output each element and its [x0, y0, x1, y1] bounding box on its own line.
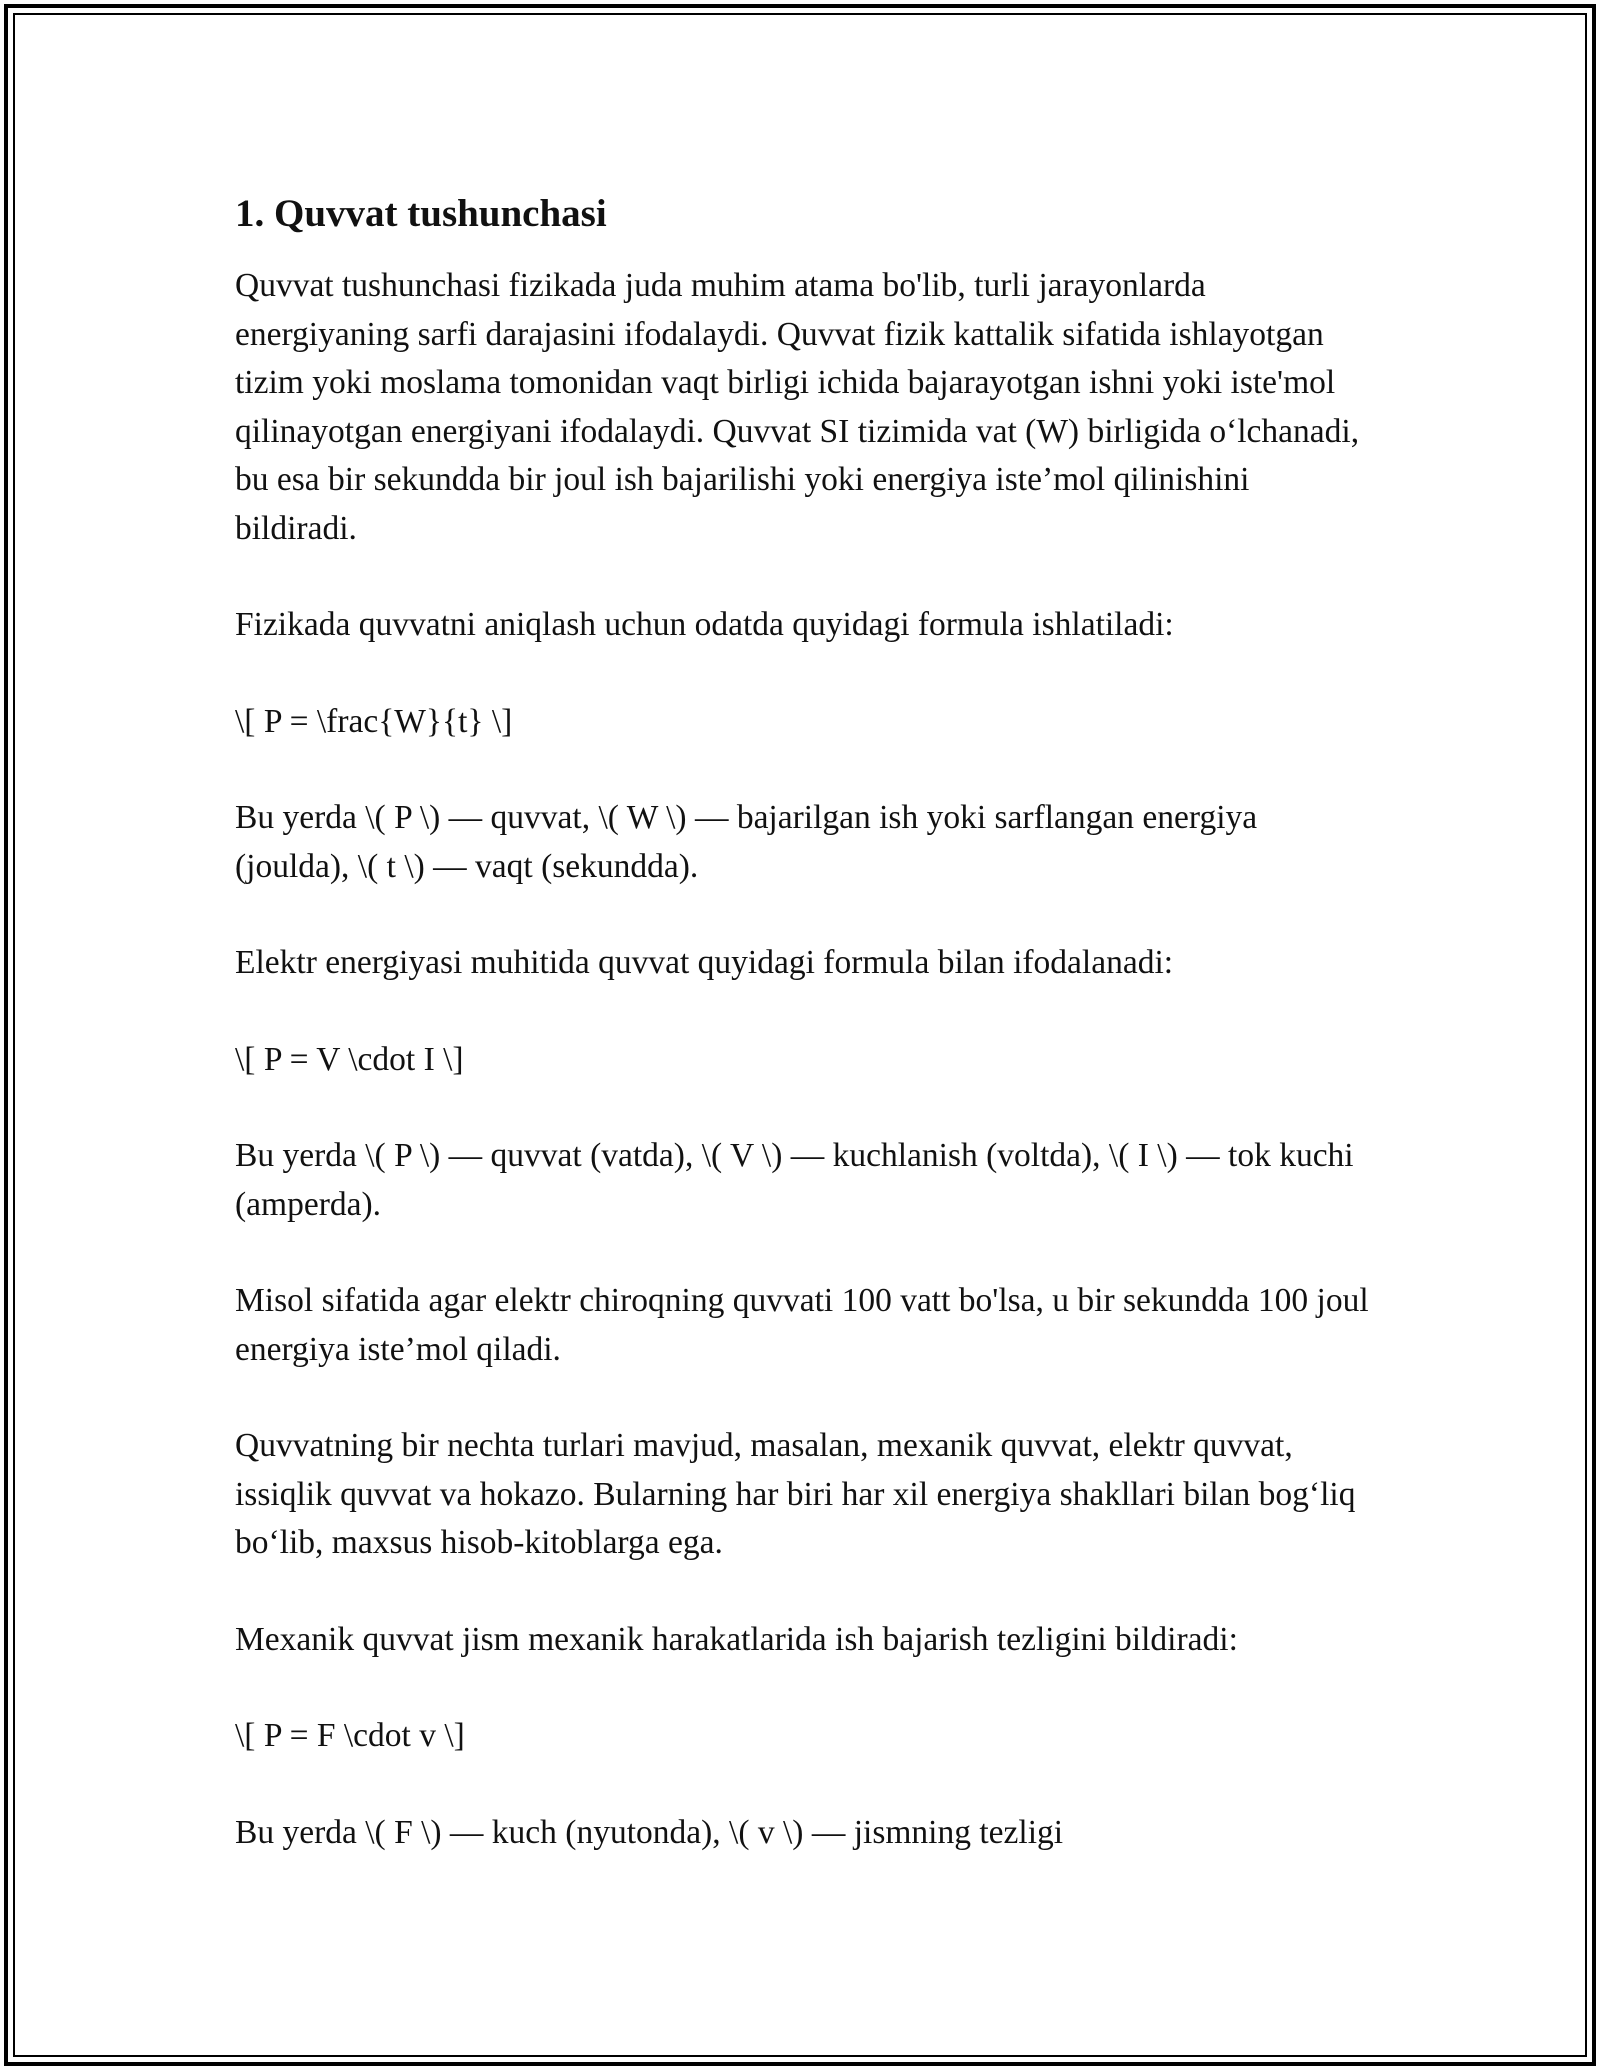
paragraph-example: Misol sifatida agar elektr chiroqning quvvati 100 vatt bo'lsa, u bir sekundda 100 joul energiya iste’mol qiladi.	[235, 1282, 1369, 1368]
paragraph-power-types: Quvvatning bir nechta turlari mavjud, masalan, mexanik quvvat, elektr quvvat, issiqlik quvvat va hokazo. Bularning har biri har xil energiya shakllari bilan bog‘liq bo‘lib, maxsus hisob-kitoblarga ega.	[235, 1427, 1356, 1561]
section-heading: 1. Quvvat tushunchasi	[235, 192, 607, 235]
paragraph-mechanical-intro: Mexanik quvvat jism mexanik harakatlarida ish bajarish tezligini bildiradi:	[235, 1620, 1238, 1658]
paragraph-intro: Quvvat tushunchasi fizikada juda muhim atama bo'lib, turli jarayonlarda energiyaning sarfi darajasini ifodalaydi. Quvvat fizik kattalik sifatida ishlayotgan tizim yoki moslama tomonidan vaqt birligi ichida bajarayotgan ishni yoki iste'mol qilinayotgan energiyani ifodalaydi. Quvvat SI tizimida vat (W) birligida o‘lchanadi, bu esa bir sekundda bir joul ish bajarilishi yoki energiya iste’mol qilinishini bildiradi.	[235, 267, 1360, 547]
paragraph-mechanical-explanation: Bu yerda \( F \) — kuch (nyutonda), \( v \) — jismning tezligi	[235, 1813, 1064, 1851]
paragraph-formula-explanation: Bu yerda \( P \) — quvvat, \( W \) — bajarilgan ish yoki sarflangan energiya (joulda), \( t \) — vaqt (sekundda).	[235, 799, 1258, 885]
paragraph-electric-intro: Elektr energiyasi muhitida quvvat quyidagi formula bilan ifodalanadi:	[235, 944, 1174, 981]
document-body	[235, 186, 1375, 1905]
formula-power-force-velocity: \[ P = F \cdot v \]	[235, 1717, 465, 1754]
formula-power-work-time: \[ P = \frac{W}{t} \]	[235, 702, 513, 740]
paragraph-electric-explanation: Bu yerda \( P \) — quvvat (vatda), \( V \) — kuchlanish (voltda), \( I \) — tok kuchi (amperda).	[235, 1137, 1354, 1223]
formula-power-voltage-current: \[ P = V \cdot I \]	[235, 1040, 464, 1078]
paragraph-formula-intro: Fizikada quvvatni aniqlash uchun odatda quyidagi formula ishlatiladi:	[235, 606, 1174, 643]
